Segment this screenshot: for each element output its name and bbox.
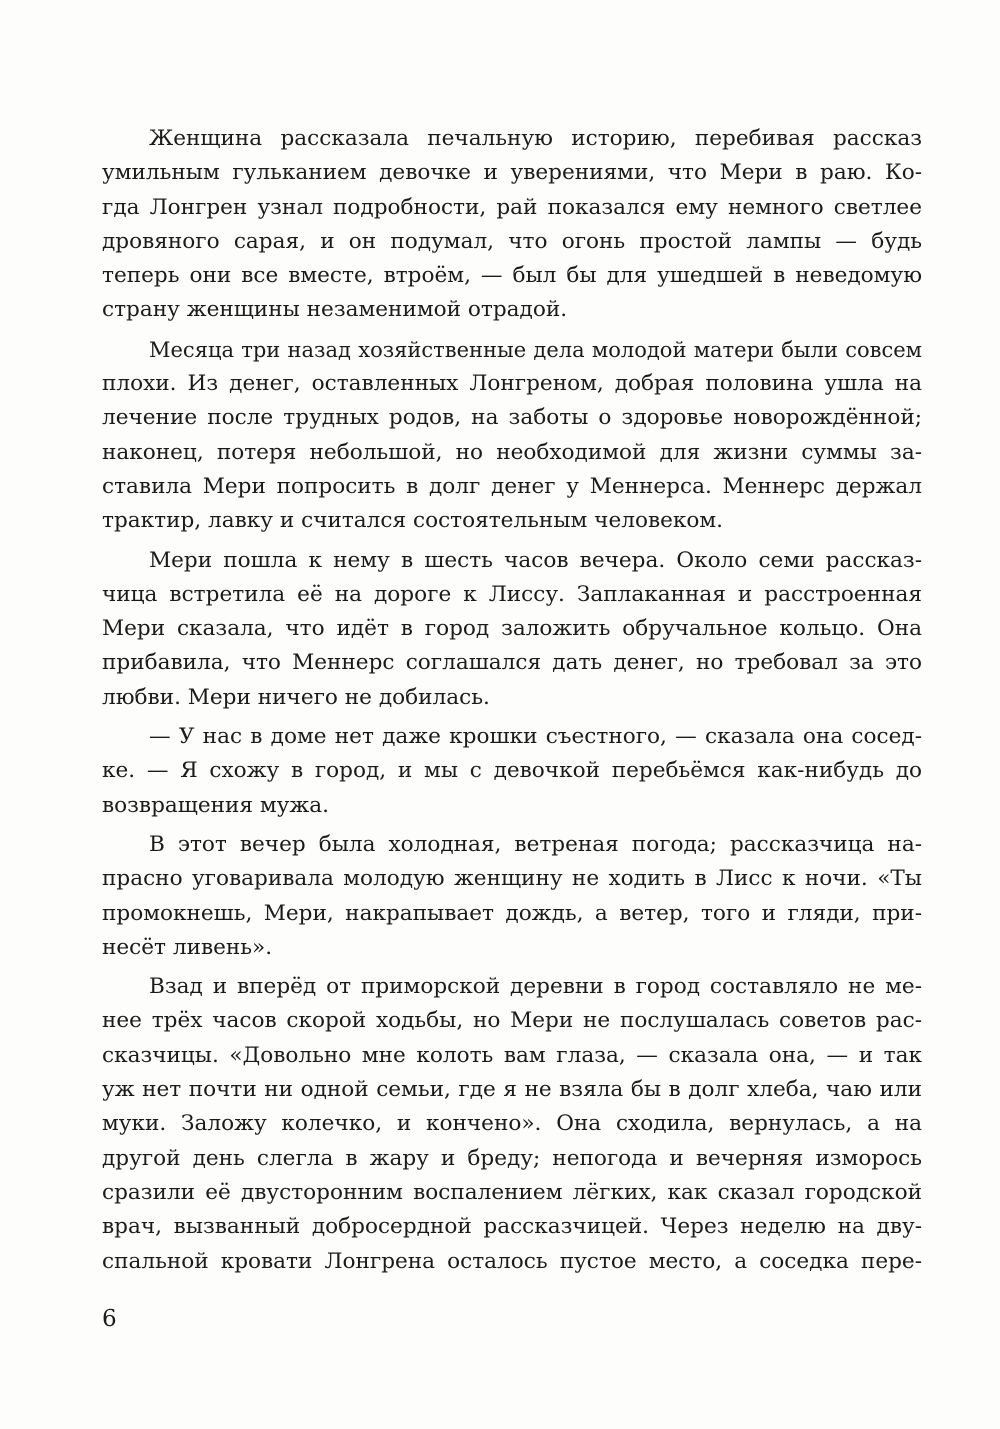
text-line: теперь они все вместе, втроём, — был бы для ушедшей в неведомую (102, 263, 922, 289)
text-line: наконец, потеря небольшой, но необходимой для жизни суммы за- (102, 439, 922, 465)
text-line: уж нет почти ни одной семьи, где я не взяла бы в долг хлеба, чаю или (102, 1077, 922, 1103)
text-line: лечение после трудных родов, на заботы о здоровье новорождённой; (102, 405, 922, 431)
text-line: чица встретила её на дороге к Лиссу. Заплаканная и расстроенная (102, 581, 922, 607)
body-text (102, 122, 922, 1279)
text-line: — У нас в доме нет даже крошки съестного, — сказала она сосед- (149, 724, 922, 750)
text-line: ставила Мери попросить в долг денег у Меннерса. Меннерс держал (102, 473, 922, 499)
text-line: прибавила, что Меннерс соглашался дать денег, но требовал за это (102, 650, 922, 676)
paragraph (102, 828, 922, 965)
text-line: другой день слегла в жару и бреду; непогода и вечерняя изморось (102, 1145, 922, 1171)
text-line: Мери пошла к нему в шесть часов вечера. Около семи рассказ- (149, 547, 922, 573)
text-line: нее трёх часов скорой ходьбы, но Мери не послушалась советов рас- (102, 1008, 922, 1034)
text-line: промокнешь, Мери, накрапывает дождь, а ветер, того и гляди, при- (102, 900, 922, 926)
text-line: сразили её двусторонним воспалением лёгких, как сказал городской (102, 1179, 922, 1205)
text-line: сказчицы. «Довольно мне колоть вам глаза, — сказала она, — и так (102, 1042, 922, 1068)
text-line: плохи. Из денег, оставленных Лонгреном, добрая половина ушла на (102, 371, 922, 397)
page-number: 6 (102, 1306, 117, 1332)
text-line: умильным гульканием девочке и уверениями, что Мери в раю. Ко- (102, 160, 922, 186)
text-line: несёт ливень». (102, 934, 273, 960)
paragraph (102, 122, 922, 328)
text-line: любви. Мери ничего не добилась. (102, 684, 490, 710)
text-line: В этот вечер была холодная, ветреная погода; рассказчица на- (149, 831, 922, 857)
paragraph (102, 333, 922, 539)
text-line: ке. — Я схожу в город, и мы с девочкой перебьёмся как-нибудь до (102, 758, 922, 784)
text-line: спальной кровати Лонгрена осталось пустое место, а соседка пере- (102, 1248, 922, 1274)
text-line: муки. Заложу колечко, и кончено». Она сходила, вернулась, а на (102, 1111, 922, 1137)
text-line: Мери сказала, что идёт в город заложить обручальное кольцо. Она (102, 616, 922, 642)
paragraph (102, 970, 922, 1279)
paragraph (102, 720, 922, 823)
text-line: возвращения мужа. (102, 792, 330, 818)
text-line: гда Лонгрен узнал подробности, рай показался ему немного светлее (102, 194, 922, 220)
text-line: прасно уговаривала молодую женщину не ходить в Лисс к ночи. «Ты (102, 866, 922, 892)
text-line: Женщина рассказала печальную историю, перебивая рассказ (149, 126, 922, 151)
text-line: страну женщины незаменимой отрадой. (102, 297, 568, 323)
text-line: дровяного сарая, и он подумал, что огонь простой лампы — будь (102, 228, 922, 254)
paragraph (102, 544, 922, 715)
text-line: Месяца три назад хозяйственные дела молодой матери были совсем (149, 337, 922, 362)
text-line: Взад и вперёд от приморской деревни в город составляло не ме- (149, 974, 922, 1000)
text-line: трактир, лавку и считался состоятельным человеком. (102, 508, 724, 534)
text-line: врач, вызванный добросердной рассказчицей. Через неделю на дву- (102, 1214, 922, 1240)
